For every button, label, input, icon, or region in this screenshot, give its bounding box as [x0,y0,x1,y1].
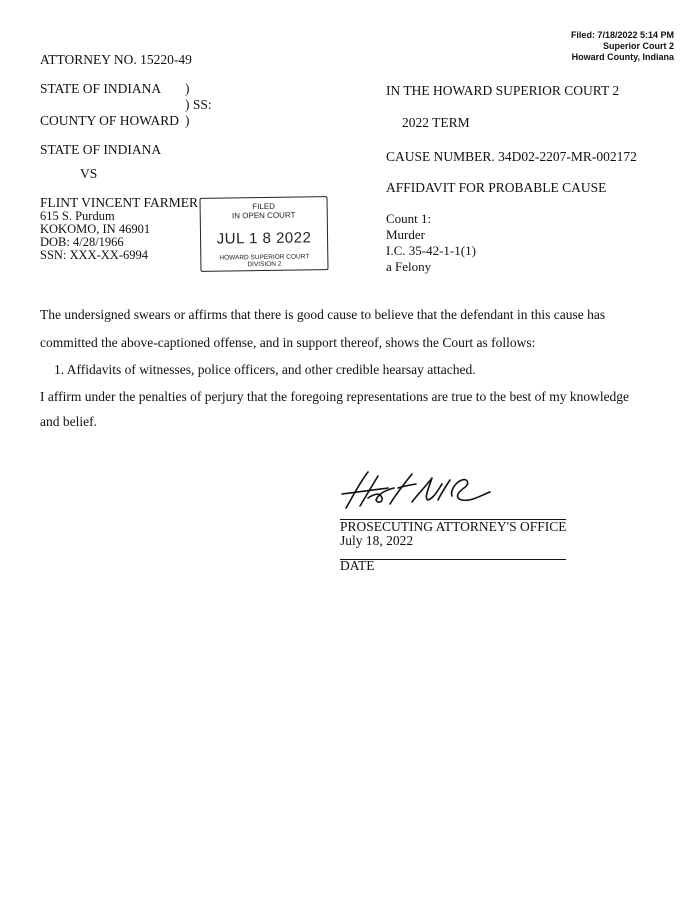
count-label: Count 1: [386,211,432,226]
prosecuting-office: PROSECUTING ATTORNEY'S OFFICE [340,519,567,534]
cause-number: CAUSE NUMBER. 34D02-2207-MR-002172 [386,149,637,164]
defendant-ssn: SSN: XXX-XX-6994 [40,248,148,262]
stamp-court: HOWARD SUPERIOR COURT [219,253,310,262]
venue-paren-2: ) [185,113,190,128]
defendant-address: 615 S. Purdum [40,209,115,223]
state-of-indiana-venue: STATE OF INDIANA [40,81,162,96]
court-term: 2022 TERM [402,115,470,130]
stamp-filed: FILED [252,201,276,212]
versus: VS [80,166,98,181]
filing-header [571,30,674,63]
filing-timestamp: Filed: 7/18/2022 5:14 PM [570,30,674,40]
date-label: DATE [340,558,375,573]
count-offense: Murder [386,227,425,242]
signature-date: July 18, 2022 [340,533,414,548]
filing-county: Howard County, Indiana [571,52,674,62]
perjury-line-2: and belief. [40,414,97,429]
attorney-number: ATTORNEY NO. 15220-49 [40,52,192,67]
document-title: AFFIDAVIT FOR PROBABLE CAUSE [386,180,607,195]
plaintiff-state: STATE OF INDIANA [40,142,162,157]
defendant-dob: DOB: 4/28/1966 [40,235,124,249]
stamp-open-court: IN OPEN COURT [231,210,296,221]
affirmation-line-2: committed the above-captioned offense, and in support thereof, shows the Court as follows: [40,335,536,350]
stamp-date: JUL 1 8 2022 [216,229,312,248]
filing-court: Superior Court 2 [602,41,674,51]
count-level: a Felony [386,259,432,274]
county-of-howard: COUNTY OF HOWARD [40,113,180,128]
stamp-division: DIVISION 2 [247,260,282,269]
venue-paren-1: ) [185,81,190,96]
venue-ss: ) SS: [185,97,212,112]
count-statute: I.C. 35-42-1-1(1) [386,243,476,258]
defendant-block [40,195,198,262]
attachment-item-1: 1. Affidavits of witnesses, police officers, and other credible hearsay attached. [54,362,476,377]
filed-stamp [199,196,328,272]
defendant-name: FLINT VINCENT FARMER [40,195,199,210]
perjury-line-1: I affirm under the penalties of perjury that the foregoing representations are true to the best of my knowledge [40,389,630,404]
court-name: IN THE HOWARD SUPERIOR COURT 2 [386,83,620,98]
defendant-city: KOKOMO, IN 46901 [40,222,151,236]
affirmation-line-1: The undersigned swears or affirms that there is good cause to believe that the defendant in this cause has [40,307,606,322]
count-block [386,211,476,275]
signature-image [338,468,498,518]
